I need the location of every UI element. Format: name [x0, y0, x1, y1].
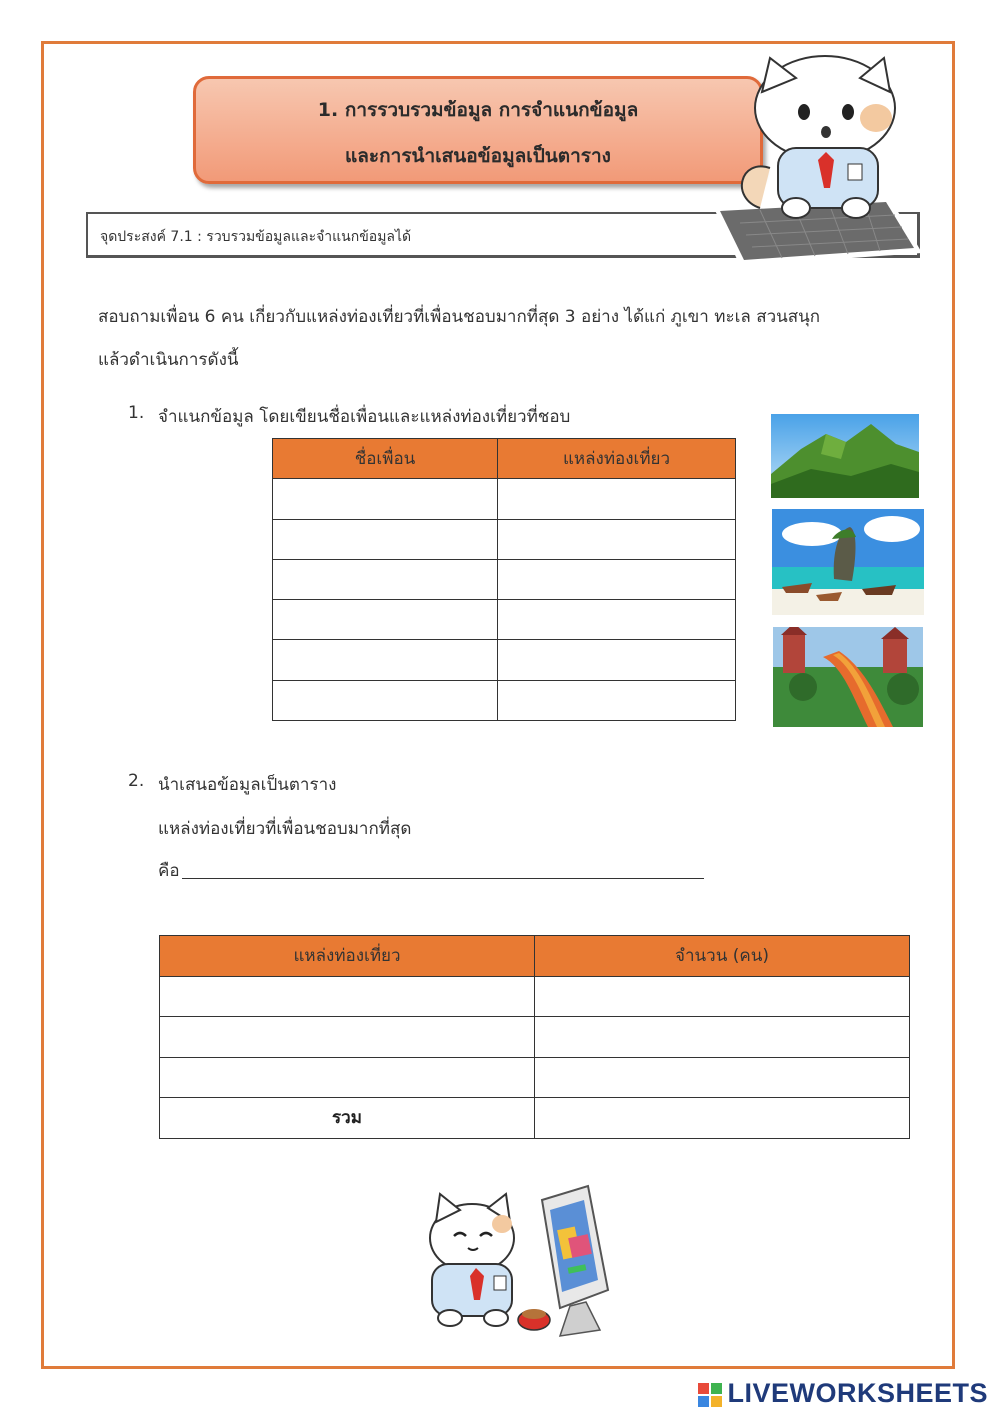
table-row [273, 600, 736, 640]
table-row [273, 680, 736, 720]
friends-table [272, 438, 736, 721]
task2-text: นำเสนอข้อมูลเป็นตาราง [158, 775, 337, 795]
friend-name-cell[interactable] [273, 640, 498, 680]
summary-place-cell[interactable] [160, 976, 535, 1017]
answer-blank-line[interactable] [182, 878, 704, 879]
friends-header-place: แหล่งท่องเที่ยว [498, 439, 736, 479]
table-row [160, 1098, 910, 1139]
summary-header-count: จำนวน (คน) [535, 936, 910, 977]
table-row [160, 1017, 910, 1058]
mountain-photo [771, 414, 919, 498]
beach-photo [772, 509, 924, 615]
friends-header-name: ชื่อเพื่อน [273, 439, 498, 479]
friend-place-cell[interactable] [498, 640, 736, 680]
friend-place-cell[interactable] [498, 479, 736, 519]
friend-name-cell[interactable] [273, 600, 498, 640]
task1-number: 1. [128, 403, 145, 423]
title-banner [193, 76, 763, 184]
friend-name-cell[interactable] [273, 559, 498, 599]
summary-place-cell[interactable] [160, 1057, 535, 1098]
liveworksheets-logo-icon [698, 1383, 722, 1407]
table-row [273, 479, 736, 519]
friend-name-cell[interactable] [273, 479, 498, 519]
friend-place-cell[interactable] [498, 600, 736, 640]
friend-place-cell[interactable] [498, 519, 736, 559]
intro-line-1: สอบถามเพื่อน 6 คน เกี่ยวกับแหล่งท่องเที่ยวที่เพื่อนชอบมากที่สุด 3 อย่าง ได้แก่ ภูเขา ทะเล สวนสนุก [98, 307, 821, 327]
summary-count-cell[interactable] [535, 1017, 910, 1058]
summary-table [159, 935, 910, 1139]
title-line-2: และการนำเสนอข้อมูลเป็นตาราง [345, 145, 611, 167]
summary-count-cell[interactable] [535, 976, 910, 1017]
cat-keyboard-sticker [700, 48, 932, 272]
summary-count-cell[interactable] [535, 1057, 910, 1098]
task2-question: แหล่งท่องเที่ยวที่เพื่อนชอบมากที่สุด [158, 819, 412, 839]
liveworksheets-brand[interactable]: LIVEWORKSHEETS [727, 1378, 988, 1408]
friend-name-cell[interactable] [273, 680, 498, 720]
friend-place-cell[interactable] [498, 559, 736, 599]
table-row [160, 976, 910, 1017]
total-count-cell[interactable] [535, 1098, 910, 1139]
task1-text: จำแนกข้อมูล โดยเขียนชื่อเพื่อนและแหล่งท่องเที่ยวที่ชอบ [158, 407, 571, 427]
waterpark-photo [773, 627, 923, 727]
answer-prefix: คือ [158, 861, 180, 881]
table-row [273, 559, 736, 599]
summary-place-cell[interactable] [160, 1017, 535, 1058]
table-row [273, 640, 736, 680]
summary-header-place: แหล่งท่องเที่ยว [160, 936, 535, 977]
task2-number: 2. [128, 771, 145, 791]
table-row [160, 1057, 910, 1098]
intro-line-2: แล้วดำเนินการดังนี้ [98, 350, 239, 370]
total-label: รวม [160, 1098, 535, 1139]
objective-text: จุดประสงค์ 7.1 : รวบรวมข้อมูลและจำแนกข้อมูลได้ [100, 229, 412, 245]
friend-name-cell[interactable] [273, 519, 498, 559]
table-row [273, 519, 736, 559]
cat-computer-sticker [410, 1180, 632, 1354]
title-line-1: 1. การรวบรวมข้อมูล การจำแนกข้อมูล [317, 99, 639, 121]
friend-place-cell[interactable] [498, 680, 736, 720]
